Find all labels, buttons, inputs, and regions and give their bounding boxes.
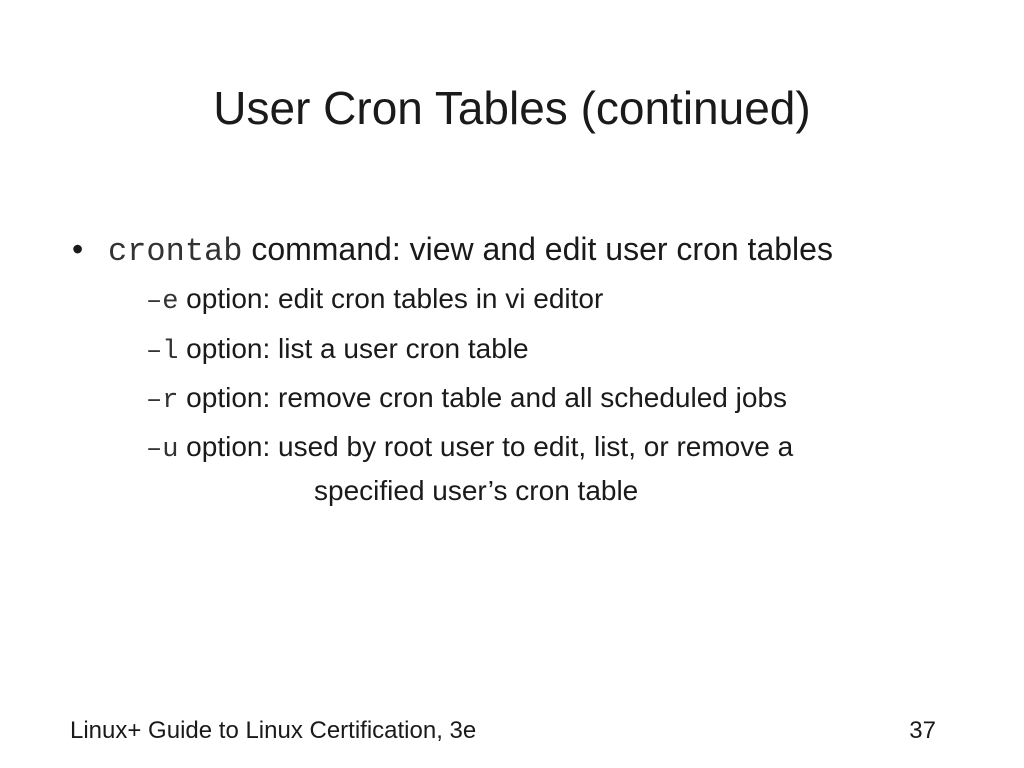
option-l-item	[146, 332, 529, 369]
option-r-flag: –r	[146, 386, 179, 416]
crontab-description: command: view and edit user cron tables	[242, 231, 833, 267]
bullet-marker: •	[72, 231, 84, 267]
crontab-command-code: crontab	[108, 233, 243, 270]
option-e-text: option: edit cron tables in vi editor	[178, 283, 604, 314]
option-u-continuation: specified user’s cron table	[314, 475, 639, 506]
option-u-text: option: used by root user to edit, list, or remove a	[178, 431, 794, 462]
option-u-item	[146, 430, 793, 467]
page-number: 37	[909, 717, 936, 744]
slide-title: User Cron Tables (continued)	[213, 82, 811, 134]
footer-book-title: Linux+ Guide to Linux Certification, 3e	[70, 717, 477, 744]
option-l-text: option: list a user cron table	[178, 333, 529, 364]
bullet-crontab	[72, 228, 833, 273]
option-r-item	[146, 381, 787, 418]
option-u-flag: –u	[146, 435, 179, 465]
option-r-text: option: remove cron table and all scheduled jobs	[178, 382, 788, 413]
option-e-flag: –e	[146, 287, 179, 317]
option-e-item	[146, 282, 603, 319]
option-l-flag: –l	[146, 337, 179, 367]
